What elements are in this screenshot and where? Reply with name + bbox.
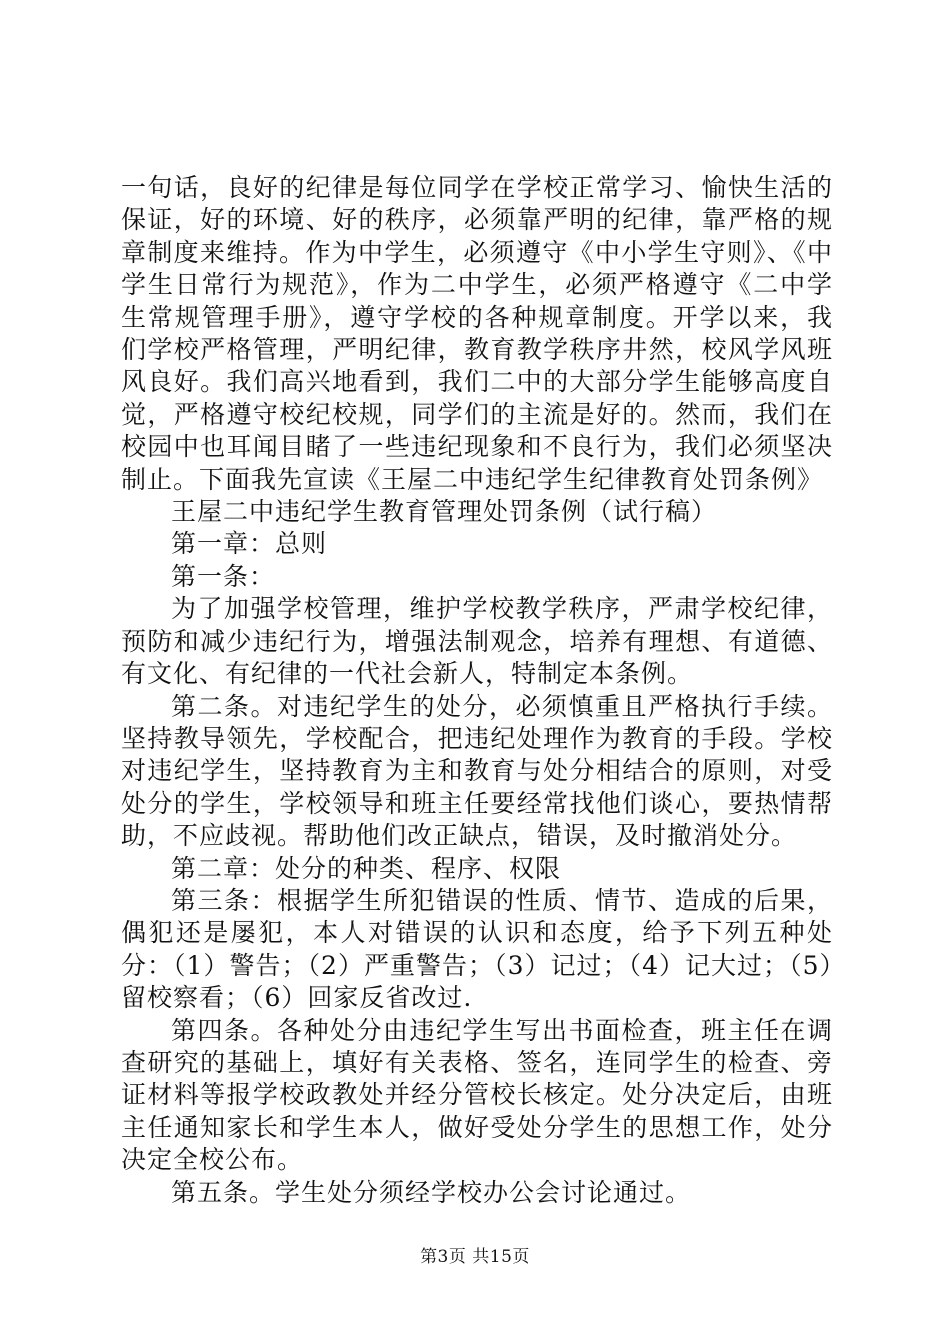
- regulation-title: 王屋二中违纪学生教育管理处罚条例（试行稿）: [171, 497, 718, 527]
- article-five-paragraph: 第五条。学生处分须经学校办公会讨论通过。: [171, 1177, 692, 1207]
- chapter-one-heading: 第一章：总则: [171, 529, 328, 559]
- article-three-paragraph: 第三条：根据学生所犯错误的性质、情节、造成的后果，偶犯还是屡犯，本人对错误的认识和态度，给予下列五种处分：（1）警告；（2）严重警告；（3）记过；（4）记大过；（5）留校察看；（6）回家反省改过.: [121, 885, 833, 1013]
- article-one-paragraph: 为了加强学校管理，维护学校教学秩序，严肃学校纪律，预防和减少违纪行为，增强法制观念，培养有理想、有道德、有文化、有纪律的一代社会新人，特制定本条例。: [121, 594, 833, 689]
- document-body: [121, 172, 833, 1209]
- article-two-paragraph: 第二条。对违纪学生的处分，必须慎重且严格执行手续。坚持教导领先，学校配合，把违纪处理作为教育的手段。学校对违纪学生，坚持教育为主和教育与处分相结合的原则，对受处分的学生，学校领导和班主任要经常找他们谈心，要热情帮助，不应歧视。帮助他们改正缺点，错误，及时撤消处分。: [121, 691, 833, 851]
- article-four-paragraph: 第四条。各种处分由违纪学生写出书面检查，班主任在调查研究的基础上，填好有关表格、签名，连同学生的检查、旁证材料等报学校政教处并经分管校长核定。处分决定后，由班主任通知家长和学生本人，做好受处分学生的思想工作，处分决定全校公布。: [121, 1015, 833, 1175]
- chapter-two-heading: 第二章：处分的种类、程序、权限: [171, 853, 562, 883]
- intro-paragraph: 一句话，良好的纪律是每位同学在学校正常学习、愉快生活的保证，好的环境、好的秩序，必须靠严明的纪律，靠严格的规章制度来维持。作为中学生，必须遵守《中小学生守则》、《中学生日常行为规范》，作为二中学生，必须严格遵守《二中学生常规管理手册》，遵守学校的各种规章制度。开学以来，我们学校严格管理，严明纪律，教育教学秩序井然，校风学风班风良好。我们高兴地看到，我们二中的大部分学生能够高度自觉，严格遵守校纪校规，同学们的主流是好的。然而，我们在校园中也耳闻目睹了一些违纪现象和不良行为，我们必须坚决制止。下面我先宣读《王屋二中违纪学生纪律教育处罚条例》: [121, 173, 833, 494]
- article-one-heading: 第一条：: [171, 561, 276, 591]
- page-number-footer: 第3页 共15页: [420, 1247, 530, 1267]
